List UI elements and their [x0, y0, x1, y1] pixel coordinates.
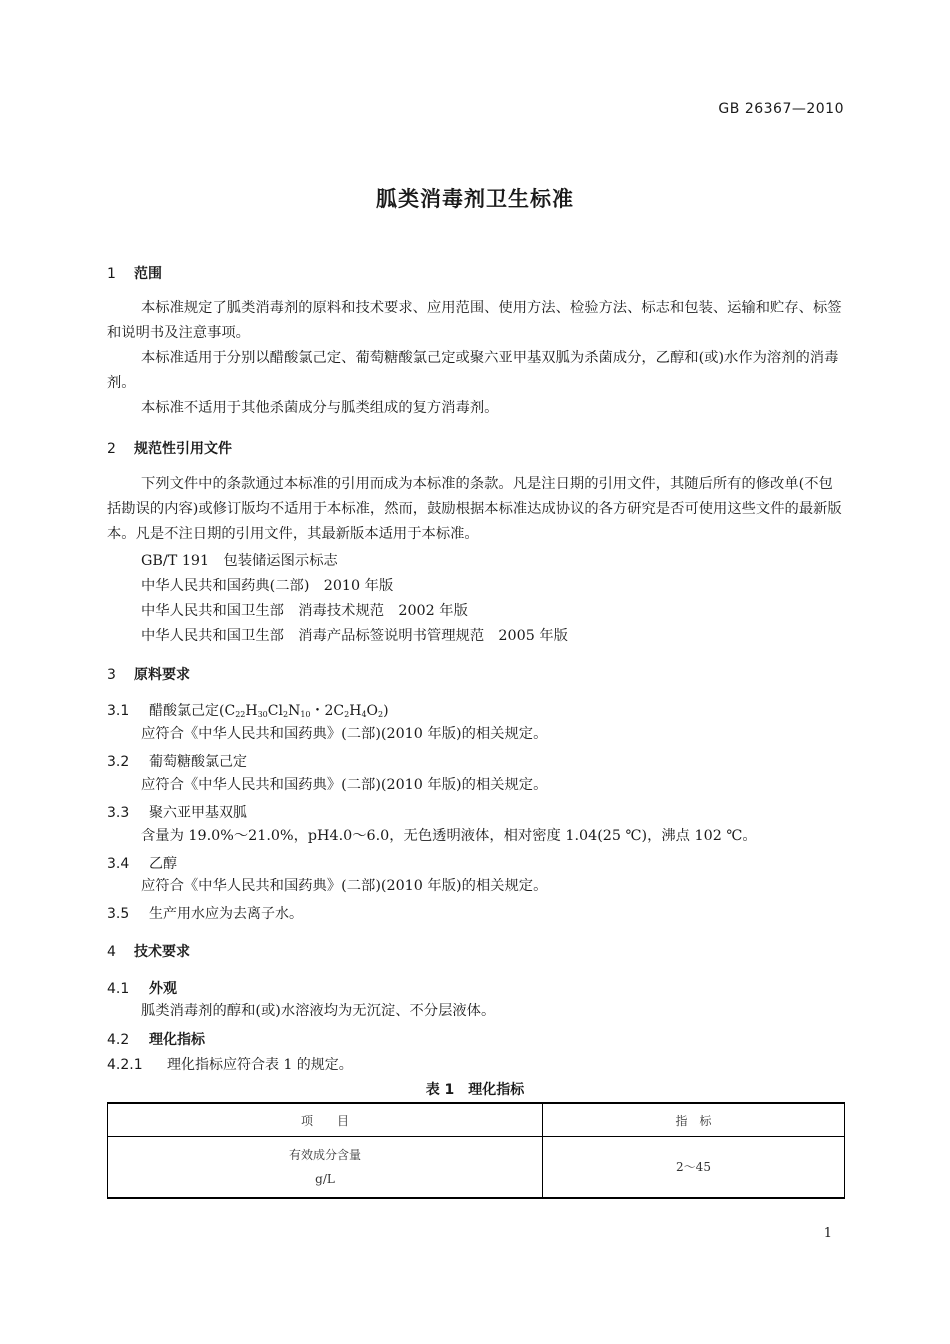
reference-item: 中华人民共和国卫生部 消毒产品标签说明书管理规范 2005 年版: [141, 628, 568, 644]
table-header-row: [108, 1103, 845, 1137]
table-cell-value: 2～45: [543, 1137, 845, 1199]
page-number: 1: [823, 1226, 832, 1241]
clause-4-2-1: 4.2.1 理化指标应符合表 1 的规定。: [107, 1057, 353, 1073]
table-header-value: 指 标: [543, 1103, 845, 1137]
section-4-heading: 4 技术要求: [107, 944, 190, 960]
clause-4-1-text: 胍类消毒剂的醇和(或)水溶液均为无沉淀、不分层液体。: [141, 1003, 496, 1019]
page-title: 胍类消毒剂卫生标准: [376, 187, 574, 211]
reference-item: 中华人民共和国药典(二部) 2010 年版: [141, 578, 394, 594]
table-header-item: 项 目: [108, 1103, 543, 1137]
properties-table: [107, 1102, 845, 1199]
clause-3-5: 3.5 生产用水应为去离子水。: [107, 906, 303, 922]
clause-3-4: 3.4 乙醇: [107, 856, 177, 872]
clause-3-1-text: 应符合《中华人民共和国药典》(二部)(2010 年版)的相关规定。: [141, 726, 548, 742]
table-row: [108, 1137, 845, 1199]
clause-3-2-text: 应符合《中华人民共和国药典》(二部)(2010 年版)的相关规定。: [141, 777, 548, 793]
section-2-para-1: 下列文件中的条款通过本标准的引用而成为本标准的条款。凡是注日期的引用文件，其随后所有的修改单(不包括勘误的内容)或修订版均不适用于本标准，然而，鼓励根据本标准达成协议的各方研究是否可使用这些文件的最新版本。凡是不注日期的引用文件，其最新版本适用于本标准。: [107, 476, 842, 542]
section-2-heading: 2 规范性引用文件: [107, 441, 232, 457]
section-1-para-1: 本标准规定了胍类消毒剂的原料和技术要求、应用范围、使用方法、检验方法、标志和包装、运输和贮存、标签和说明书及注意事项。: [107, 300, 842, 341]
clause-4-2: 4.2 理化指标: [107, 1032, 205, 1048]
reference-item: 中华人民共和国卫生部 消毒技术规范 2002 年版: [141, 603, 468, 619]
reference-item: GB/T 191 包装储运图示标志: [141, 553, 338, 569]
table-caption: 表 1 理化指标: [425, 1082, 525, 1098]
clause-4-1: 4.1 外观: [107, 981, 177, 997]
table-cell-item: 有效成分含量 g/L: [108, 1137, 543, 1199]
section-3-heading: 3 原料要求: [107, 667, 190, 683]
clause-3-2: 3.2 葡萄糖酸氯己定: [107, 754, 247, 770]
clause-3-4-text: 应符合《中华人民共和国药典》(二部)(2010 年版)的相关规定。: [141, 878, 548, 894]
clause-3-3: 3.3 聚六亚甲基双胍: [107, 805, 247, 821]
section-1-heading: 1 范围: [107, 266, 162, 282]
section-1-para-3: 本标准不适用于其他杀菌成分与胍类组成的复方消毒剂。: [141, 400, 499, 416]
clause-3-1: 3.1 醋酸氯己定($C_{22}H_{30}Cl_2N_{10}$・$2C_2H_4O_2$): [107, 703, 389, 719]
clause-3-3-text: 含量为 19.0%～21.0%，pH4.0～6.0，无色透明液体，相对密度 1.04(25 ℃)，沸点 102 ℃。: [141, 828, 757, 844]
standard-code: GB 26367—2010: [718, 101, 844, 117]
section-1-para-2: 本标准适用于分别以醋酸氯己定、葡萄糖酸氯己定或聚六亚甲基双胍为杀菌成分，乙醇和(或)水作为溶剂的消毒剂。: [107, 350, 839, 391]
